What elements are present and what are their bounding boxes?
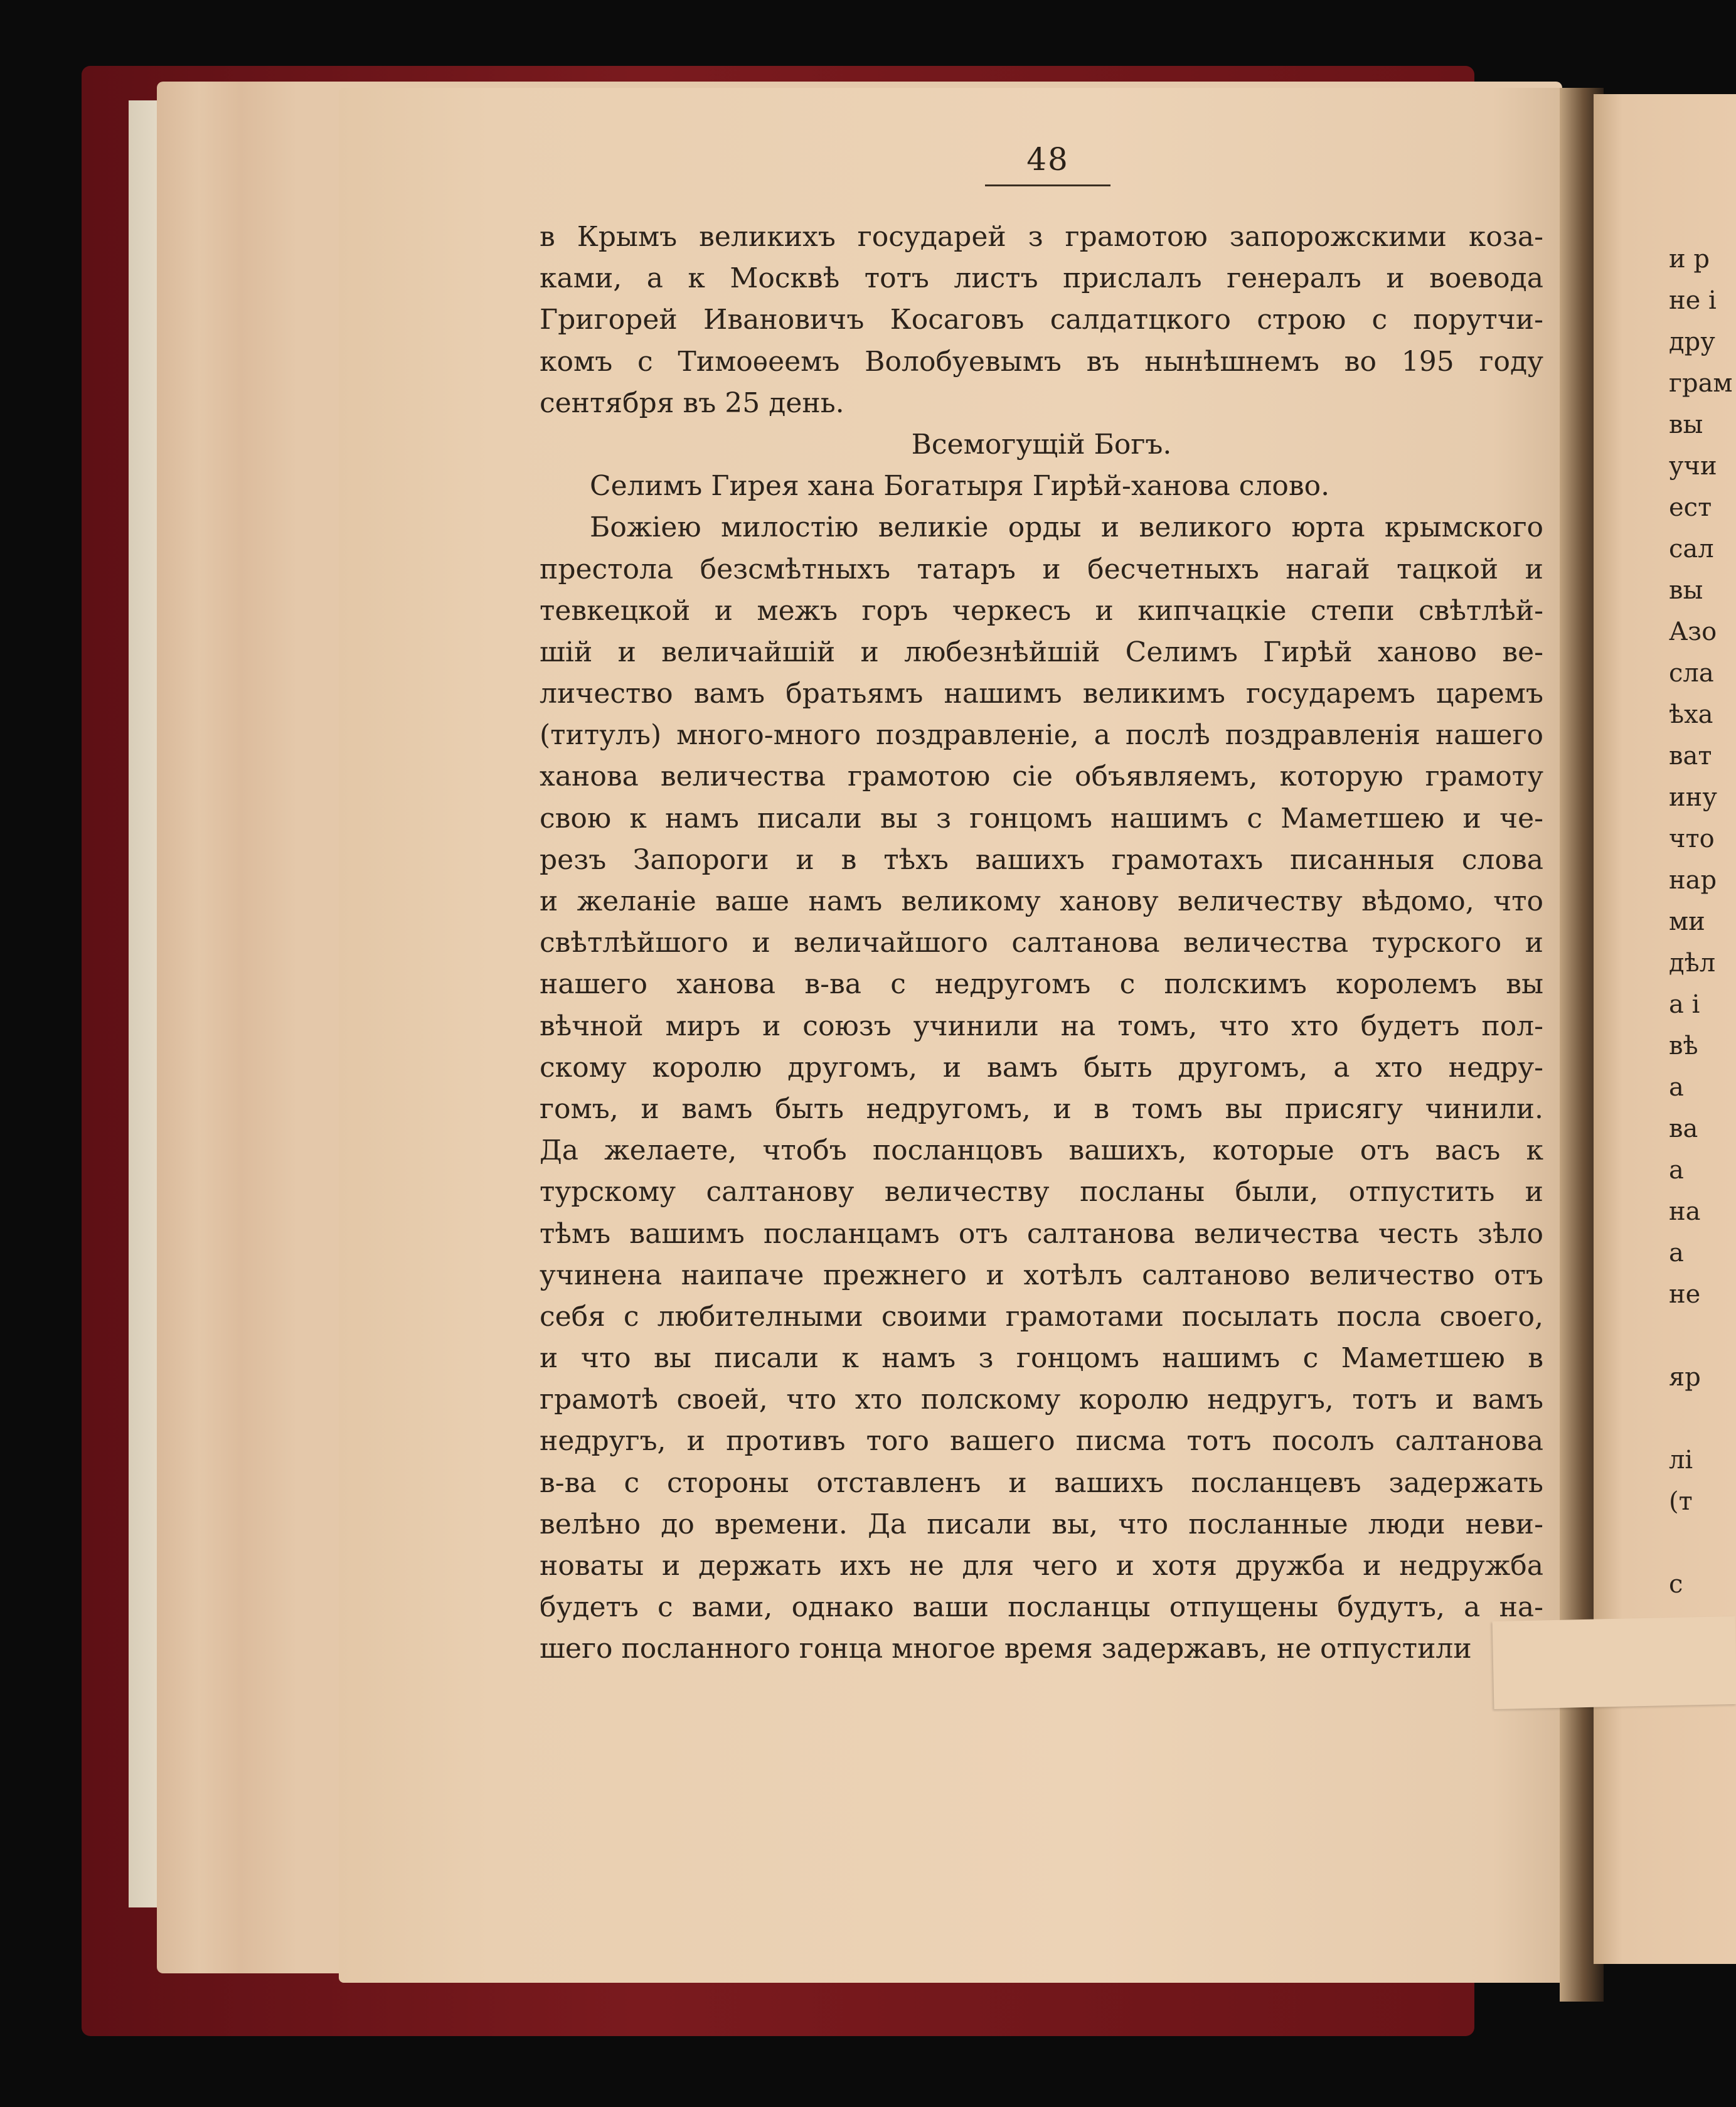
- facing-text-fragment: (т: [1669, 1487, 1693, 1516]
- text-line: турскому салтанову величеству посланы были, отпустить и: [540, 1176, 1543, 1208]
- text-line: (титулъ) много-много поздравленіе, а послѣ поздравленія нашего: [540, 719, 1543, 752]
- facing-text-fragment: дру: [1669, 328, 1715, 356]
- facing-text-fragment: не і: [1669, 286, 1717, 315]
- paragraph: [540, 216, 1543, 424]
- text-line: нашего ханова в-ва с недругомъ с полскимъ королемъ вы: [540, 968, 1543, 1001]
- text-line: в-ва с стороны отставленъ и вашихъ посланцевъ задержать: [540, 1466, 1543, 1499]
- text-line: престола безсмѣтныхъ татаръ и бесчетныхъ нагай тацкой и: [540, 553, 1543, 585]
- facing-text-fragment: дѣл: [1669, 949, 1716, 978]
- text-line: вѣчной миръ и союзъ учинили на томъ, что хто будетъ пол-: [540, 1010, 1543, 1042]
- facing-text-fragment: с: [1669, 1570, 1683, 1599]
- facing-text-fragment: учи: [1669, 452, 1717, 481]
- text-line: тевкецкой и межъ горъ черкесъ и кипчацкіе степи свѣтлѣй-: [540, 594, 1543, 627]
- paragraph: [540, 507, 1543, 1670]
- text-line: грамотѣ своей, что хто полскому королю недругъ, тотъ и вамъ: [540, 1384, 1543, 1416]
- body-text: [540, 216, 1543, 1670]
- facing-text-fragment: [1669, 1398, 1736, 1439]
- facing-text-fragment: сла: [1669, 659, 1714, 688]
- paragraph: [540, 466, 1543, 507]
- text-line: скому королю другомъ, и вамъ быть другомъ, а хто недру-: [540, 1051, 1543, 1084]
- text-line: свѣтлѣйшого и величайшого салтанова величества турского и: [540, 927, 1543, 959]
- text-line: личество вамъ братьямъ нашимъ великимъ государемъ царемъ: [540, 678, 1543, 710]
- text-line: ками, а к Москвѣ тотъ листъ прислалъ генералъ и воевода: [540, 262, 1543, 295]
- text-line: Божіею милостію великіе орды и великого юрта крымского: [590, 511, 1543, 544]
- facing-text-fragment: а і: [1669, 990, 1700, 1019]
- text-line: Да желаете, чтобъ посланцовъ вашихъ, которые отъ васъ к: [540, 1134, 1543, 1167]
- facing-text-fragment: сал: [1669, 535, 1714, 563]
- facing-text-fragment: что: [1669, 824, 1715, 853]
- facing-text-fragment: ину: [1669, 783, 1717, 812]
- facing-text-fragment: не: [1669, 1280, 1701, 1309]
- facing-text-fragment: ѣха: [1669, 700, 1713, 729]
- facing-text-fragment: яр: [1669, 1363, 1701, 1392]
- text-line: тѣмъ вашимъ посланцамъ отъ салтанова величества честь зѣло: [540, 1217, 1543, 1250]
- paragraph: [540, 424, 1543, 466]
- text-line: себя с любителными своими грамотами посылать посла своего,: [540, 1300, 1543, 1333]
- text-line: комъ с Тимоѳеемъ Волобуевымъ въ нынѣшнемъ во 195 году: [540, 345, 1543, 378]
- facing-text-fragment: грам: [1669, 369, 1733, 398]
- facing-text-fragment: а: [1669, 1073, 1684, 1102]
- text-line: свою к намъ писали вы з гонцомъ нашимъ с Маметшею и че-: [540, 802, 1543, 835]
- text-line: Селимъ Гирея хана Богатыря Гирѣй-ханова слово.: [590, 470, 1330, 503]
- text-line: и что вы писали к намъ з гонцомъ нашимъ с Маметшею в: [540, 1342, 1543, 1375]
- page-number: 48: [1026, 141, 1069, 178]
- facing-text-fragment: ват: [1669, 742, 1712, 771]
- text-line: Григорей Ивановичъ Косаговъ салдатцкого строю с порутчи-: [540, 304, 1543, 336]
- facing-text-fragment: ва: [1669, 1114, 1698, 1143]
- text-line: сентября въ 25 день.: [540, 387, 844, 419]
- text-line: недругъ, и противъ того вашего писма тотъ посолъ салтанова: [540, 1425, 1543, 1458]
- facing-text-fragment: и р: [1669, 245, 1710, 274]
- facing-text-fragment: нар: [1669, 866, 1717, 895]
- text-line: шій и величайшій и любезнѣйшій Селимъ Гирѣй ханово ве-: [540, 636, 1543, 668]
- facing-text-fragment: на: [1669, 1197, 1701, 1226]
- text-line: новаты и держать ихъ не для чего и хотя дружба и недружба: [540, 1550, 1543, 1582]
- text-line: учинена наипаче прежнего и хотѣлъ салтаново величество отъ: [540, 1259, 1543, 1291]
- facing-page-text: [1669, 238, 1736, 1605]
- text-line: ханова величества грамотою сіе объявляемъ, которую грамоту: [540, 760, 1543, 793]
- text-line: и желаніе ваше намъ великому ханову величеству вѣдомо, что: [540, 885, 1543, 917]
- text-line: в Крымъ великихъ государей з грамотою запорожскими коза-: [540, 221, 1543, 253]
- facing-text-fragment: а: [1669, 1156, 1684, 1185]
- facing-text-fragment: [1669, 1315, 1736, 1357]
- facing-text-fragment: вѣ: [1669, 1032, 1698, 1060]
- facing-text-fragment: ми: [1669, 907, 1705, 936]
- text-line: шего посланного гонца многое время задержавъ, не отпустили: [540, 1633, 1472, 1665]
- facing-text-fragment: вы: [1669, 576, 1703, 605]
- text-line: велѣно до времени. Да писали вы, что посланные люди неви-: [540, 1508, 1543, 1540]
- facing-text-fragment: вы: [1669, 410, 1703, 439]
- text-line: резъ Запороги и в тѣхъ вашихъ грамотахъ писанныя слова: [540, 843, 1543, 876]
- page-number-rule: [985, 184, 1110, 186]
- facing-text-fragment: лі: [1669, 1446, 1693, 1475]
- text-line: Всемогущій Богъ.: [911, 428, 1172, 461]
- text-line: гомъ, и вамъ быть недругомъ, и в томъ вы присягу чинили.: [540, 1092, 1543, 1125]
- facing-text-fragment: Азо: [1669, 617, 1717, 646]
- facing-text-fragment: а: [1669, 1239, 1684, 1267]
- text-line: будетъ с вами, однако ваши посланцы отпущены будутъ, а на-: [540, 1591, 1543, 1624]
- facing-text-fragment: ест: [1669, 493, 1712, 522]
- facing-text-fragment: [1669, 1522, 1736, 1564]
